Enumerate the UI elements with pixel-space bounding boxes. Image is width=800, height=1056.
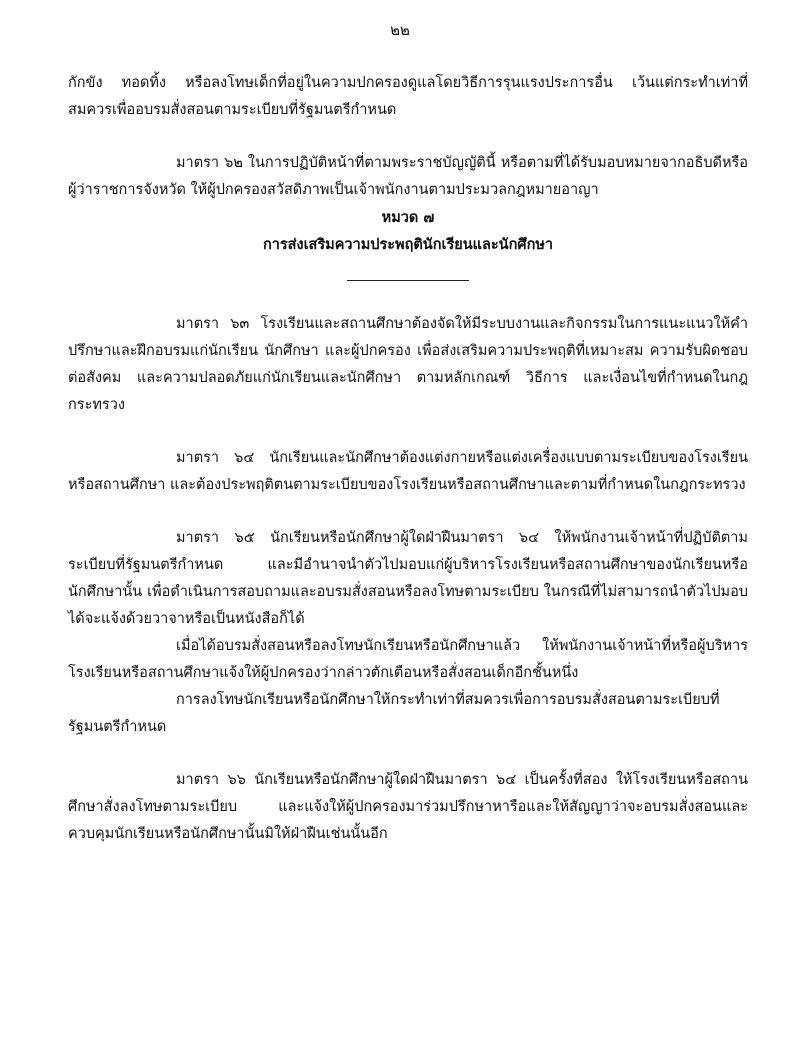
page-number: ๒๒ bbox=[390, 21, 410, 39]
section-65-paragraph-1: มาตรา ๖๕ นักเรียนหรือนักศึกษาผู้ใดฝ่าฝืนมาตรา ๖๔ ให้พนักงานเจ้าหน้าที่ปฏิบัติตามระเบียบที่รัฐมนตรีกำหนด และมีอำนาจนำตัวไปมอบแก่ผู้บริหารโรงเรียนหรือสถานศึกษาของนักเรียนหรือนักศึกษานั้น เพื่อดำเนินการสอบถามและอบรมสั่งสอนหรือลงโทษตามระเบียบ ในกรณีที่ไม่สามารถนำตัวไปมอบได้จะแจ้งด้วยวาจาหรือเป็นหนังสือก็ได้ bbox=[68, 530, 748, 627]
paragraph-continuation: กักขัง ทอดทิ้ง หรือลงโทษเด็กที่อยู่ในความปกครองดูแลโดยวิธีการรุนแรงประการอื่น เว้นแต่กระทำเท่าที่สมควรเพื่ออบรมสั่งสอนตามระเบียบที่รัฐมนตรีกำหนด bbox=[68, 75, 748, 118]
section-63: มาตรา ๖๓ โรงเรียนและสถานศึกษาต้องจัดให้มีระบบงานและกิจกรรมในการแนะแนวให้คำปรึกษาและฝึกอบรมแก่นักเรียน นักศึกษา และผู้ปกครอง เพื่อส่งเสริมความประพฤติที่เหมาะสม ความรับผิดชอบต่อสังคม และความปลอดภัยแก่นักเรียนและนักศึกษา ตามหลักเกณฑ์ วิธีการ และเงื่อนไขที่กำหนดในกฎกระทรวง bbox=[68, 316, 748, 413]
section-66: มาตรา ๖๖ นักเรียนหรือนักศึกษาผู้ใดฝ่าฝืนมาตรา ๖๔ เป็นครั้งที่สอง ให้โรงเรียนหรือสถานศึกษาสั่งลงโทษตามระเบียบ และแจ้งให้ผู้ปกครองมาร่วมปรึกษาหารือและให้สัญญาว่าจะอบรมสั่งสอนและควบคุมนักเรียนหรือนักศึกษานั้นมิให้ฝ่าฝืนเช่นนั้นอีก bbox=[68, 772, 748, 842]
section-65-paragraph-2: เมื่อได้อบรมสั่งสอนหรือลงโทษนักเรียนหรือนักศึกษาแล้ว ให้พนักงานเจ้าหน้าที่หรือผู้บริหารโรงเรียนหรือสถานศึกษาแจ้งให้ผู้ปกครองว่ากล่าวตักเตือนหรือสั่งสอนเด็กอีกชั้นหนึ่ง bbox=[68, 638, 748, 681]
chapter-divider bbox=[347, 280, 469, 281]
section-62: มาตรา ๖๒ ในการปฏิบัติหน้าที่ตามพระราชบัญญัตินี้ หรือตามที่ได้รับมอบหมายจากอธิบดีหรือผู้ว่าราชการจังหวัด ให้ผู้ปกครองสวัสดิภาพเป็นเจ้าพนักงานตามประมวลกฎหมายอาญา bbox=[68, 155, 748, 198]
chapter-number: หมวด ๗ bbox=[381, 209, 435, 226]
section-65-paragraph-3: การลงโทษนักเรียนหรือนักศึกษาให้กระทำเท่าที่สมควรเพื่อการอบรมสั่งสอนตามระเบียบที่รัฐมนตรีกำหนด bbox=[68, 692, 720, 735]
document-body bbox=[68, 70, 748, 848]
section-64: มาตรา ๖๔ นักเรียนและนักศึกษาต้องแต่งกายหรือแต่งเครื่องแบบตามระเบียบของโรงเรียนหรือสถานศึกษา และต้องประพฤติตนตามระเบียบของโรงเรียนหรือสถานศึกษาและตามที่กำหนดในกฎกระทรวง bbox=[68, 450, 748, 493]
chapter-title: การส่งเสริมความประพฤตินักเรียนและนักศึกษา bbox=[262, 236, 554, 253]
